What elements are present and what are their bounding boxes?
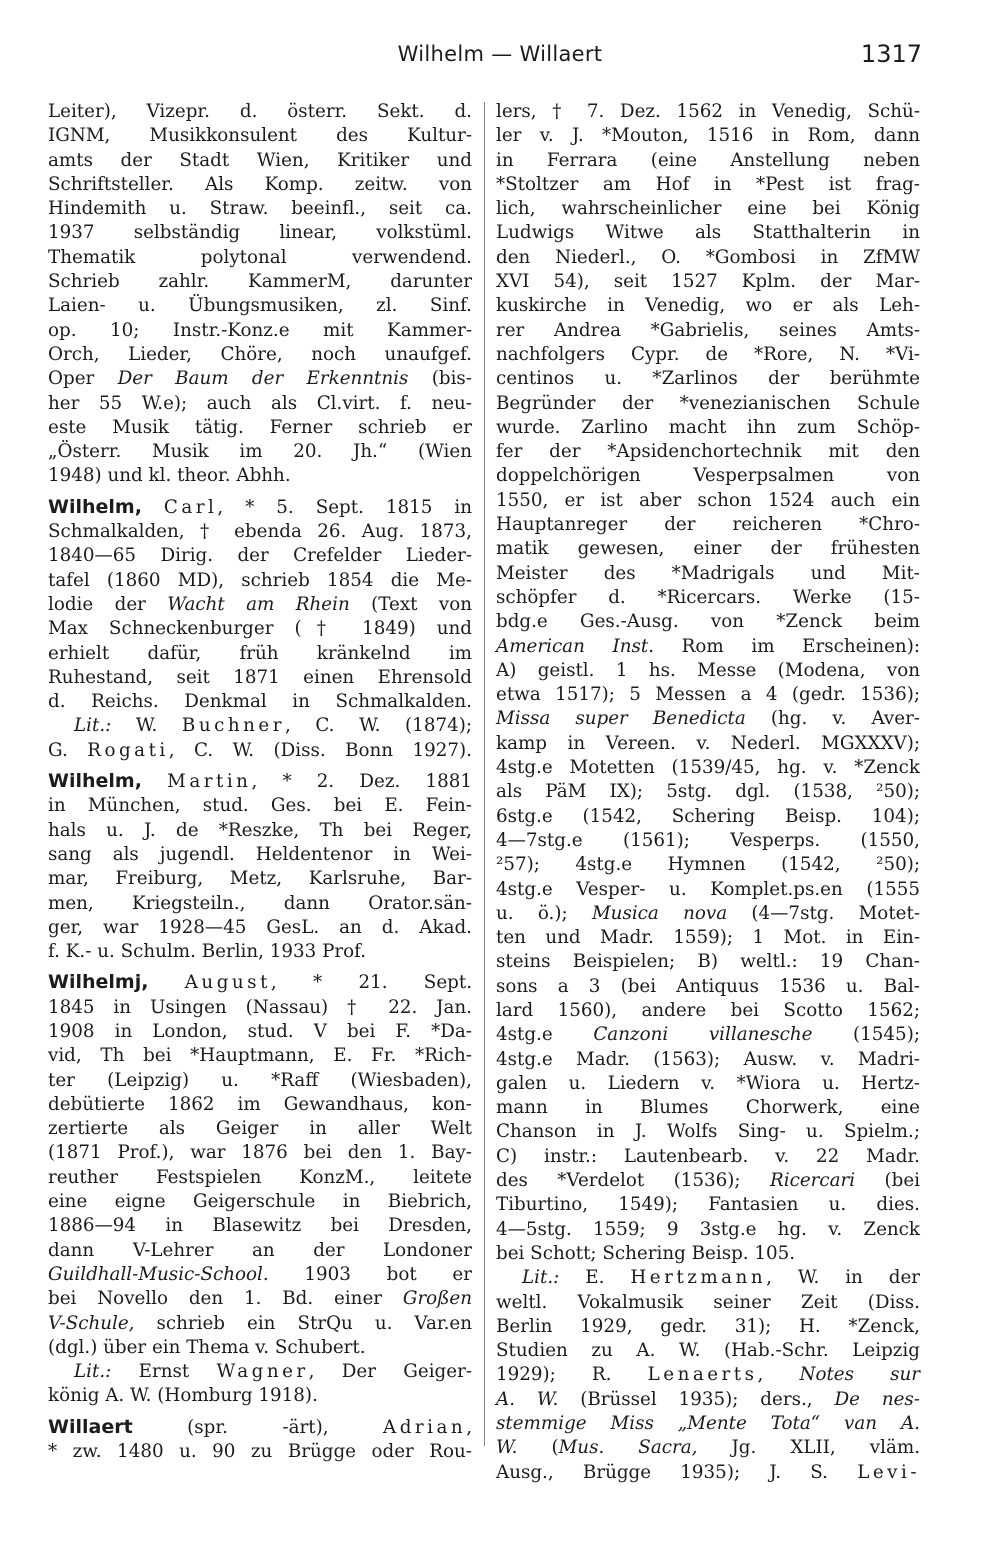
italic-text: Canzoni villanesche: [593, 1024, 813, 1046]
text-line: [496, 707, 920, 731]
text-run: Oper: [48, 368, 118, 390]
spaced-name: Hertzmann: [630, 1267, 767, 1289]
text-line: kuskirche in Venedig, wo er als Leh-: [496, 295, 920, 317]
spaced-name: Buchner: [181, 715, 285, 737]
text-line: este Musik tätig. Ferner schrieb er: [48, 416, 472, 438]
text-line: erhielt dafür, früh kränkelnd im: [48, 642, 472, 664]
italic-text: Musica nova: [591, 902, 728, 924]
text-line: [48, 714, 472, 738]
text-run: , C. W. (1874);: [284, 715, 473, 737]
text-run: [142, 771, 167, 792]
text-line: reuther Festspielen KonzM., leitete: [48, 1166, 472, 1188]
text-line: [48, 739, 472, 763]
text-line: 1886—94 in Blasewitz bei Dresden,: [48, 1215, 472, 1237]
text-line: f. K.- u. Schulm. Berlin, 1933 Prof.: [48, 941, 367, 963]
text-line: *Stoltzer am Hof in *Pest ist frag-: [496, 173, 920, 195]
page-header: [0, 38, 1000, 78]
text-line: etwa 1517); 5 Messen a 4 (gedr. 1536);: [496, 684, 920, 706]
text-line: IGNM, Musikkonsulent des Kultur-: [48, 125, 472, 147]
text-line: Thematik polytonal verwendend.: [48, 246, 472, 268]
text-run: [142, 497, 164, 518]
text-line: Ludwigs Witwe als Statthalterin in: [496, 222, 920, 244]
text-line: 1937 selbständig linear, volkstüml.: [48, 222, 472, 244]
text-line: lers, † 7. Dez. 1562 in Venedig, Schü-: [496, 101, 920, 122]
italic-text: Missa super Benedicta: [496, 708, 746, 730]
text-line: (1871 Prof.), war 1876 bei den 1. Bay-: [48, 1142, 472, 1164]
text-line: [48, 1263, 472, 1287]
text-line: 4stg.e Motetten (1539/45, hg. v. *Zenck: [496, 757, 920, 779]
text-run: Ernst: [111, 1361, 217, 1383]
text-line: Chanson in J. Wolfs Sing- u. Spielm.;: [496, 1121, 920, 1143]
text-line: dann V-Lehrer an der Londoner: [48, 1239, 472, 1261]
entry-headword: Wilhelm,: [48, 770, 142, 793]
entry-headword: Wilhelmj,: [48, 971, 149, 994]
text-run: schrieb ein StrQu u. Var.en: [134, 1312, 472, 1334]
text-run: ,: [466, 1416, 472, 1438]
text-line: [48, 1287, 472, 1311]
text-run: (bis-: [408, 368, 472, 390]
italic-text: V-Schule,: [48, 1312, 135, 1334]
text-line: [496, 1363, 920, 1387]
text-line: ler v. J. *Mouton, 1516 in Rom, dann: [496, 125, 920, 147]
text-line: [48, 1360, 472, 1384]
text-line: in München, stud. Ges. bei E. Fein-: [48, 795, 472, 817]
text-line: debütierte 1862 im Gewandhaus, kon-: [48, 1093, 472, 1115]
spaced-name: Wagner: [216, 1361, 309, 1383]
spaced-name: Levi-: [857, 1461, 920, 1483]
text-run: 1903 bot er: [268, 1263, 472, 1285]
text-line: men, Kriegsteiln., dann Orator.sän-: [48, 892, 472, 914]
text-line: 1840—65 Dirig. der Crefelder Lieder-: [48, 545, 472, 567]
text-line: lich, wahrscheinlicher eine bei König: [496, 198, 920, 220]
italic-text: American Inst.: [496, 635, 655, 657]
left-column: [48, 100, 472, 1464]
text-run: , Der Geiger-: [308, 1361, 472, 1383]
text-run: (hg. v. Aver-: [745, 708, 920, 730]
text-line: 1550, er ist aber schon 1524 auch ein: [496, 489, 920, 511]
text-line: Laien- u. Übungsmusiken, zl. Sinf.: [48, 295, 472, 317]
text-run: , * 5. Sept. 1815 in: [217, 496, 473, 518]
text-line: [48, 970, 472, 995]
spaced-name: Carl: [163, 496, 218, 518]
text-line: [48, 1415, 472, 1440]
italic-text: Wacht am Rhein: [167, 593, 350, 615]
text-line: [496, 1266, 920, 1290]
text-line: [496, 1023, 920, 1047]
text-line: [48, 593, 472, 617]
text-line: 1948) und kl. theor. Abhh.: [48, 465, 291, 487]
text-line: hals u. J. de *Reszke, Th bei Reger,: [48, 819, 472, 841]
spaced-name: Martin: [167, 771, 252, 793]
text-line: sons a 3 (bei Antiquus 1536 u. Bal-: [496, 975, 920, 997]
text-run: bei Novello den 1. Bd. einer: [48, 1288, 403, 1310]
text-line: Ruhestand, seit 1871 einen Ehrensold: [48, 666, 472, 688]
text-line: doppelchörigen Vesperpsalmen von: [496, 465, 920, 487]
italic-text: Der Baum der Erkenntnis: [117, 368, 409, 390]
text-line: tafel (1860 MD), schrieb 1854 die Me-: [48, 569, 472, 591]
italic-text: De nes-: [834, 1388, 920, 1410]
text-line: zertierte als Geiger in aller Welt: [48, 1118, 472, 1140]
text-run: Jg. XLII, vläm.: [697, 1437, 921, 1459]
text-line: Max Schneckenburger († 1849) und: [48, 618, 472, 640]
text-run: 4stg.e: [496, 1024, 594, 1046]
text-run: (Text von: [349, 593, 472, 615]
text-line: * zw. 1480 u. 90 zu Brügge oder Rou-: [48, 1441, 472, 1463]
page-number: 1317: [860, 40, 922, 68]
text-run: Rom im Erscheinen):: [654, 635, 920, 657]
text-run: des *Verdelot (1536);: [496, 1170, 770, 1192]
text-line: Studien zu A. W. (Hab.-Schr. Leipzig: [496, 1340, 920, 1362]
text-line: [496, 635, 920, 659]
text-line: [496, 902, 920, 926]
text-line: 4—7stg.e (1561); Vesperps. (1550,: [496, 829, 920, 851]
text-line: ter (Leipzig) u. *Raff (Wiesbaden),: [48, 1069, 472, 1091]
text-line: [48, 367, 472, 391]
text-run: (1545);: [812, 1024, 920, 1046]
text-line: Tiburtino, 1549); Fantasien u. dies.: [496, 1194, 920, 1216]
text-line: könig A. W. (Homburg 1918).: [48, 1385, 318, 1407]
italic-text: Guildhall-Music-School.: [48, 1263, 269, 1285]
text-line: ²57); 4stg.e Hymnen (1542, ²50);: [496, 854, 920, 876]
text-run: , * 21. Sept.: [270, 972, 473, 994]
text-line: kamp in Vereen. v. Nederl. MGXXXV);: [496, 732, 920, 754]
text-run: (Brüssel 1935); ders.,: [558, 1388, 835, 1410]
text-line: Meister des *Madrigals und Mit-: [496, 562, 920, 584]
text-run: 1929); R.: [496, 1364, 648, 1386]
text-line: Leiter), Vizepr. d. österr. Sekt. d.: [48, 101, 472, 122]
italic-text: W.: [496, 1437, 518, 1459]
text-line: matik gewesen, einer der frühesten: [496, 538, 920, 560]
text-run: (spr. -ärt),: [132, 1416, 384, 1438]
spaced-name: Lenaerts: [647, 1364, 758, 1386]
text-line: XVI 54), seit 1527 Kplm. der Mar-: [496, 271, 920, 293]
text-line: Schrieb zahlr. KammerM, darunter: [48, 271, 472, 293]
text-line: bei Schott; Schering Beisp. 105.: [496, 1242, 796, 1264]
text-run: (bei: [855, 1170, 920, 1192]
text-run: u. ö.);: [496, 902, 592, 924]
text-run: ,: [757, 1364, 800, 1386]
text-line: [48, 495, 472, 520]
text-line: schöpfer d. *Ricercars. Werke (15-: [496, 586, 920, 608]
spaced-name: August: [184, 972, 271, 994]
text-line: mar, Freiburg, Metz, Karlsruhe, Bar-: [48, 868, 472, 890]
italic-text: stemmige Miss „Mente Tota“ van A.: [496, 1413, 920, 1435]
text-line: [496, 1461, 920, 1485]
text-line: op. 10; Instr.-Konz.e mit Kammer-: [48, 319, 472, 341]
entry-headword: Willaert: [48, 1415, 133, 1438]
text-line: mann in Blumes Chorwerk, eine: [496, 1097, 920, 1119]
text-line: ger, war 1928—45 GesL. an d. Akad.: [48, 916, 472, 938]
text-run: Ausg., Brügge 1935); J. S.: [496, 1461, 858, 1483]
text-line: sang als jugendl. Heldentenor in Wei-: [48, 843, 472, 865]
text-line: Hindemith u. Straw. beeinfl., seit ca.: [48, 198, 472, 220]
italic-text: A. W.: [496, 1388, 559, 1410]
text-line: [496, 1388, 920, 1412]
text-line: Orch, Lieder, Chöre, noch unaufgef.: [48, 343, 472, 365]
text-line: steins Beispielen; B) weltl.: 19 Chan-: [496, 951, 920, 973]
text-line: lard 1560), andere bei Scotto 1562;: [496, 999, 920, 1021]
text-line: Berlin 1929, gedr. 31); H. *Zenck,: [496, 1315, 920, 1337]
text-line: 6stg.e (1542, Schering Beisp. 104);: [496, 805, 920, 827]
italic-text: Ricercari: [769, 1170, 856, 1192]
right-column: [496, 100, 920, 1485]
text-run: lodie der: [48, 593, 168, 615]
text-line: 1845 in Usingen (Nassau) † 22. Jan.: [48, 996, 472, 1018]
text-line: bdg.e Ges.-Ausg. von *Zenck beim: [496, 611, 920, 633]
text-line: 4stg.e Madr. (1563); Ausw. v. Madri-: [496, 1048, 920, 1070]
text-line: wurde. Zarlino macht ihn zum Schöp-: [496, 416, 920, 438]
italic-text: Lit.:: [522, 1267, 560, 1289]
text-run: (4—7stg. Motet-: [727, 902, 921, 924]
text-line: [496, 1169, 920, 1193]
text-line: den Niederl., O. *Gombosi in ZfMW: [496, 246, 920, 268]
text-line: vid, Th bei *Hauptmann, E. Fr. *Rich-: [48, 1045, 472, 1067]
italic-text: Notes sur: [799, 1364, 921, 1386]
text-run: E.: [559, 1267, 631, 1289]
text-line: her 55 W.e); auch als Cl.virt. f. neu-: [48, 392, 472, 414]
text-run: G.: [48, 739, 88, 761]
text-line: (dgl.) über ein Thema v. Schubert.: [48, 1336, 366, 1358]
text-line: C) instr.: Lautenbearb. v. 22 Madr.: [496, 1145, 920, 1167]
text-line: A) geistl. 1 hs. Messe (Modena, von: [496, 659, 920, 681]
text-line: galen u. Liedern v. *Wiora u. Hertz-: [496, 1072, 920, 1094]
italic-text: Lit.:: [74, 715, 112, 737]
text-line: weltl. Vokalmusik seiner Zeit (Diss.: [496, 1291, 920, 1313]
running-head: Wilhelm — Willaert: [397, 42, 603, 66]
spaced-name: Rogati: [87, 739, 169, 761]
text-run: , * 2. Dez. 1881: [251, 771, 472, 793]
text-line: [496, 1412, 920, 1436]
italic-text: Großen: [402, 1288, 472, 1310]
text-line: [496, 1436, 920, 1460]
column-divider: [484, 102, 485, 1446]
text-line: 4stg.e Vesper- u. Komplet.ps.en (1555: [496, 878, 920, 900]
text-line: als PäM IX); 5stg. dgl. (1538, ²50);: [496, 781, 920, 803]
text-run: W.: [111, 715, 182, 737]
text-line: [48, 769, 472, 794]
text-line: in Ferrara (eine Anstellung neben: [496, 149, 920, 171]
italic-text: Lit.:: [74, 1361, 112, 1383]
text-line: rer Andrea *Gabrielis, seines Amts-: [496, 319, 920, 341]
text-line: amts der Stadt Wien, Kritiker und: [48, 149, 472, 171]
spaced-name: Adrian: [383, 1416, 467, 1438]
text-run: , C. W. (Diss. Bonn 1927).: [168, 739, 472, 761]
text-line: „Österr. Musik im 20. Jh.“ (Wien: [48, 441, 472, 463]
text-line: Schmalkalden, † ebenda 26. Aug. 1873,: [48, 521, 472, 543]
text-line: fer der *Apsidenchortechnik mit den: [496, 441, 920, 463]
text-run: [148, 972, 184, 993]
text-line: d. Reichs. Denkmal in Schmalkalden.: [48, 691, 472, 713]
text-line: 1908 in London, stud. V bei F. *Da-: [48, 1020, 472, 1042]
text-line: Hauptanreger der reicheren *Chro-: [496, 514, 920, 536]
text-line: eine eigne Geigerschule in Biebrich,: [48, 1191, 472, 1213]
text-run: (: [517, 1437, 559, 1459]
text-line: ten und Madr. 1559); 1 Mot. in Ein-: [496, 927, 920, 949]
text-line: Schriftsteller. Als Komp. zeitw. von: [48, 173, 472, 195]
italic-text: Mus. Sacra,: [558, 1437, 698, 1459]
text-line: [48, 1312, 472, 1336]
text-line: nachfolgers Cypr. de *Rore, N. *Vi-: [496, 343, 920, 365]
text-run: , W. in der: [766, 1267, 921, 1289]
text-line: centinos u. *Zarlinos der berühmte: [496, 368, 920, 390]
text-line: Begründer der *venezianischen Schule: [496, 392, 920, 414]
entry-headword: Wilhelm,: [48, 495, 142, 518]
text-line: 4—5stg. 1559; 9 3stg.e hg. v. Zenck: [496, 1218, 920, 1240]
